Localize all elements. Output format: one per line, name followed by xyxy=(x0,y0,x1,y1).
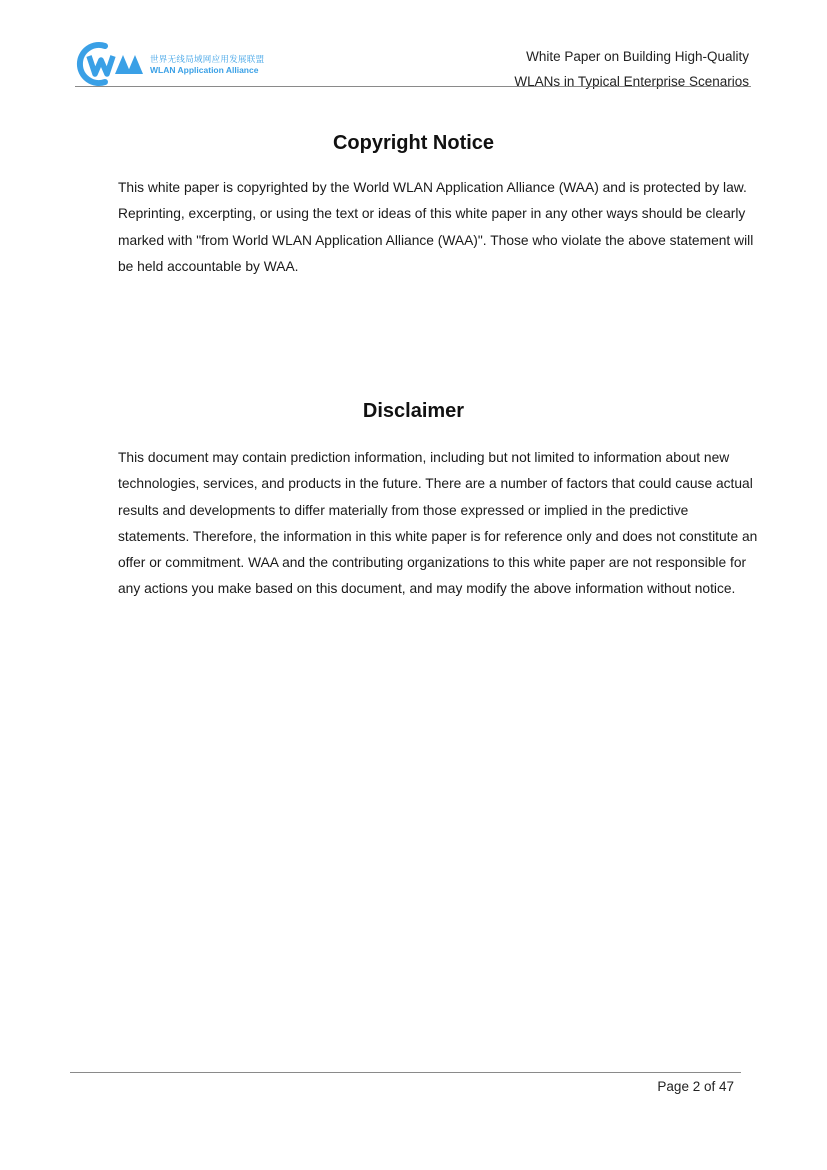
page-number: Page 2 of 47 xyxy=(657,1079,734,1094)
logo-english-name: WLAN Application Alliance xyxy=(150,65,259,75)
footer-divider xyxy=(70,1072,741,1073)
header-title-line2: WLANs in Typical Enterprise Scenarios xyxy=(514,74,749,89)
waa-logo xyxy=(75,41,265,87)
disclaimer-body: This document may contain prediction information, including but not limited to information about new technologies, services, and products in the future. There are a number of factors that could cause actual results and developments to differ materially from those expressed or implied in the predictive statements. Therefore, the information in this white paper is for reference only and does not constitute an offer or commitment. WAA and the contributing organizations to this white paper are not responsible for any actions you make based on this document, and may modify the above information without notice. xyxy=(118,450,758,597)
header-divider xyxy=(75,86,751,87)
copyright-heading: Copyright Notice xyxy=(332,132,495,154)
header-title-line1: White Paper on Building High-Quality xyxy=(526,49,749,64)
copyright-body: This white paper is copyrighted by the World WLAN Application Alliance (WAA) and is protected by law. Reprinting, excerpting, or using the text or ideas of this white paper in any other ways should be clearly marked with "from World WLAN Application Alliance (WAA)". Those who violate the above statement will be held accountable by WAA. xyxy=(118,180,754,274)
logo-chinese-name: 世界无线局域网应用发展联盟 xyxy=(150,54,265,64)
disclaimer-heading: Disclaimer xyxy=(362,400,465,422)
waa-logo-icon xyxy=(75,41,145,87)
